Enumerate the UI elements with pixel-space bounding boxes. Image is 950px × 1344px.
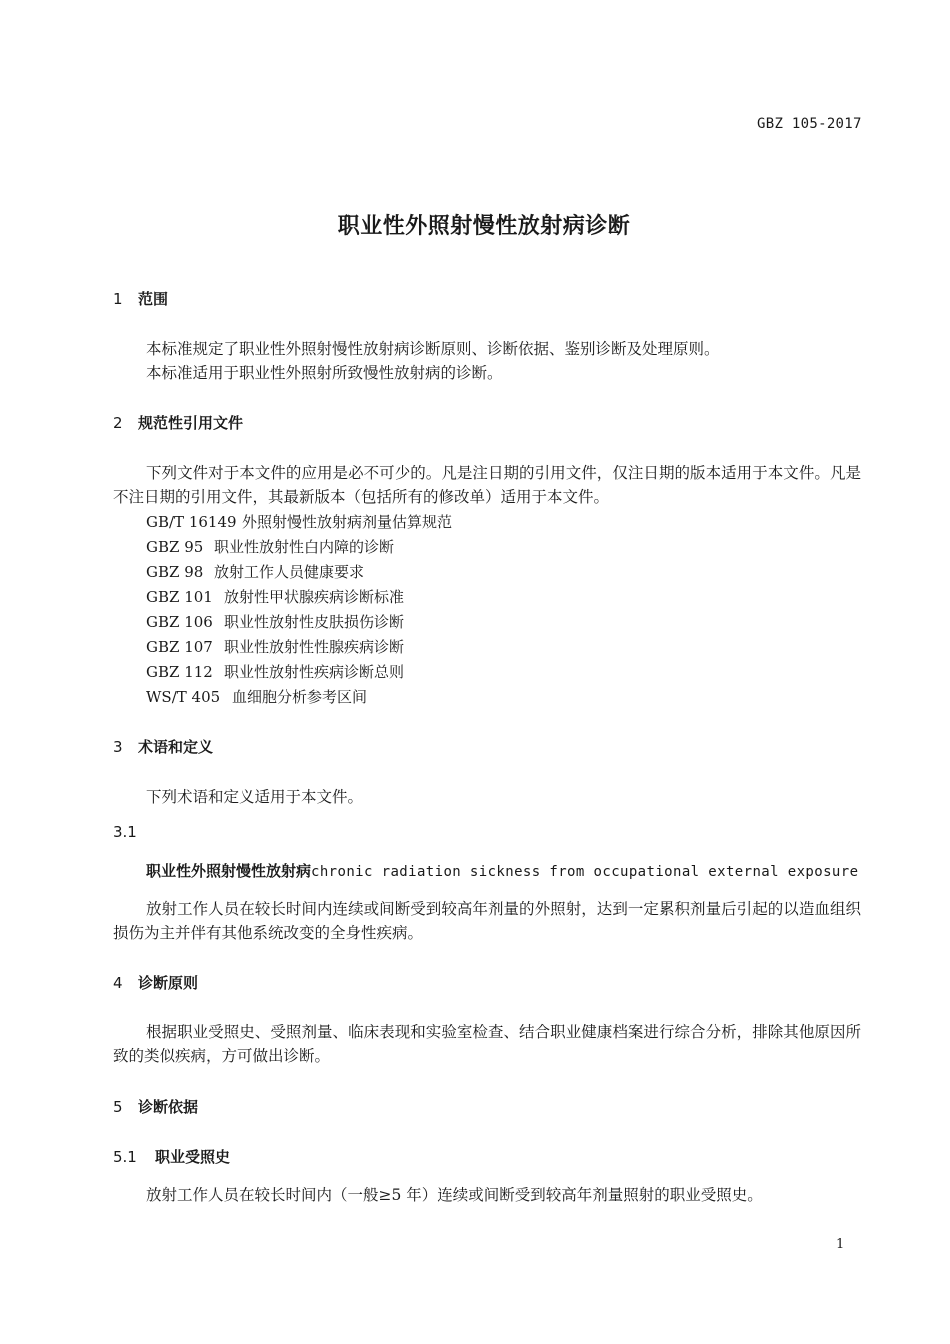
section-title: 术语和定义 <box>138 738 214 756</box>
reference-item <box>146 611 404 632</box>
reference-code: GBZ 107 <box>146 638 213 656</box>
reference-item <box>146 561 364 582</box>
term-english: chronic radiation sickness from occupational external exposure <box>311 864 859 880</box>
reference-title: 放射性甲状腺疾病诊断标准 <box>224 588 405 606</box>
subsection-title: 职业受照史 <box>155 1148 231 1166</box>
section-1-heading <box>113 288 168 309</box>
subsection-number: 5.1 <box>113 1148 137 1166</box>
reference-item <box>146 511 452 532</box>
reference-title: 职业性放射性白内障的诊断 <box>214 538 395 556</box>
term-definition: 放射工作人员在较长时间内连续或间断受到较高年剂量的外照射，达到一定累积剂量后引起的以造血组织损伤为主并伴有其他系统改变的全身性疾病。 <box>113 900 861 942</box>
section-number: 5 <box>113 1098 123 1116</box>
section-title: 诊断依据 <box>138 1098 199 1116</box>
section-5-heading <box>113 1096 198 1117</box>
paragraph: 本标准规定了职业性外照射慢性放射病诊断原则、诊断依据、鉴别诊断及处理原则。 <box>146 340 720 358</box>
section-title: 范围 <box>138 290 169 308</box>
reference-code: GBZ 95 <box>146 538 204 556</box>
reference-item <box>146 586 404 607</box>
paragraph: 下列文件对于本文件的应用是必不可少的。凡是注日期的引用文件，仅注日期的版本适用于本文件。凡是不注日期的引用文件，其最新版本（包括所有的修改单）适用于本文件。 <box>113 464 861 506</box>
paragraph: 本标准适用于职业性外照射所致慢性放射病的诊断。 <box>146 364 503 382</box>
reference-code: GBZ 101 <box>146 588 213 606</box>
reference-title: 职业性放射性疾病诊断总则 <box>224 663 405 681</box>
paragraph: 下列术语和定义适用于本文件。 <box>146 788 364 806</box>
reference-title: 职业性放射性性腺疾病诊断 <box>224 638 405 656</box>
term-number: 3.1 <box>113 823 137 841</box>
reference-item <box>146 536 394 557</box>
reference-title: 外照射慢性放射病剂量估算规范 <box>242 513 453 531</box>
reference-item <box>146 686 367 707</box>
reference-title: 职业性放射性皮肤损伤诊断 <box>224 613 405 631</box>
reference-code: GBZ 98 <box>146 563 204 581</box>
reference-title: 血细胞分析参考区间 <box>232 688 368 706</box>
reference-code: WS/T 405 <box>146 688 221 706</box>
reference-item <box>146 661 404 682</box>
section-number: 1 <box>113 290 123 308</box>
reference-item <box>146 636 404 657</box>
reference-code: GBZ 112 <box>146 663 213 681</box>
section-number: 4 <box>113 974 123 992</box>
page-number: 1 <box>836 1237 845 1252</box>
section-2-heading <box>113 412 243 433</box>
section-number: 2 <box>113 414 123 432</box>
section-4-heading <box>113 972 198 993</box>
paragraph: 放射工作人员在较长时间内（一般≥5 年）连续或间断受到较高年剂量照射的职业受照史。 <box>146 1186 763 1204</box>
document-title: 职业性外照射慢性放射病诊断 <box>337 214 631 239</box>
reference-code: GBZ 106 <box>146 613 213 631</box>
section-3-heading <box>113 736 213 757</box>
paragraph: 根据职业受照史、受照剂量、临床表现和实验室检查、结合职业健康档案进行综合分析，排除其他原因所致的类似疾病，方可做出诊断。 <box>113 1023 861 1065</box>
term-entry <box>146 860 858 881</box>
subsection-5-1-heading <box>113 1146 230 1167</box>
section-title: 规范性引用文件 <box>138 414 244 432</box>
reference-title: 放射工作人员健康要求 <box>214 563 365 581</box>
standard-code: GBZ 105-2017 <box>757 116 862 132</box>
section-title: 诊断原则 <box>138 974 199 992</box>
term-chinese: 职业性外照射慢性放射病 <box>146 862 312 880</box>
section-number: 3 <box>113 738 123 756</box>
reference-code: GB/T 16149 <box>146 513 237 531</box>
